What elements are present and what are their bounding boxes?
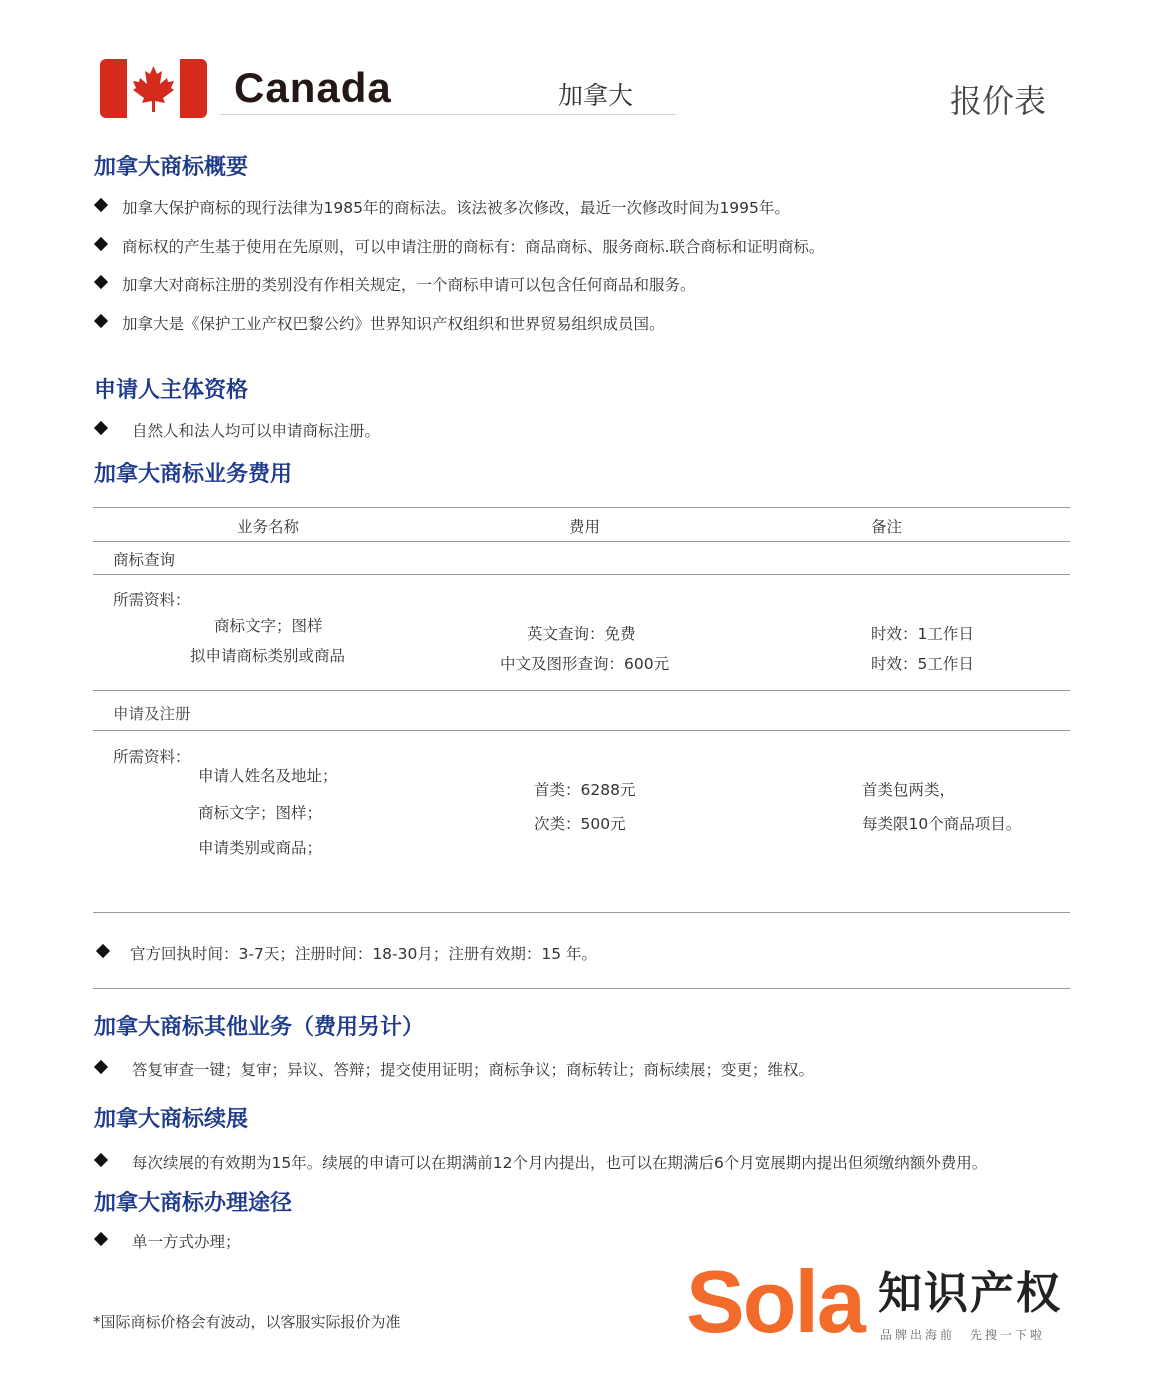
renewal-heading: 加拿大商标续展 [94, 1107, 249, 1132]
table-rule [93, 541, 1070, 542]
fees-heading: 加拿大商标业务费用 [94, 462, 293, 487]
maple-leaf-icon [127, 59, 180, 118]
registration-note: 首类包两类， [862, 781, 956, 799]
search-material: 商标文字；图样 [214, 617, 323, 635]
table-rule [93, 574, 1070, 575]
footnote: *国际商标价格会有波动，以客服实际报价为准 [93, 1313, 401, 1331]
column-header-note: 备注 [871, 518, 903, 536]
other-heading: 加拿大商标其他业务（费用另计） [94, 1015, 425, 1040]
table-rule [93, 730, 1070, 731]
country-name-en: Canada [234, 64, 392, 111]
table-rule [93, 988, 1070, 989]
country-name-cn: 加拿大 [558, 81, 634, 110]
column-header-name: 业务名称 [237, 518, 300, 536]
brand-logo-cn: 知识产权 [878, 1268, 1062, 1319]
diamond-bullet-icon [96, 944, 110, 958]
row-label-search: 商标查询 [113, 551, 176, 569]
brand-logo: Sola [686, 1252, 864, 1351]
materials-label: 所需资料： [113, 748, 191, 766]
search-fee: 英文查询：免费 [527, 625, 636, 643]
search-note: 时效：1工作日 [871, 625, 974, 643]
diamond-bullet-icon [94, 421, 108, 435]
search-material: 拟申请商标类别或商品 [190, 647, 346, 665]
diamond-bullet-icon [94, 237, 108, 251]
column-header-fee: 费用 [569, 518, 601, 536]
search-note: 时效：5工作日 [871, 655, 974, 673]
table-rule [93, 912, 1070, 913]
header-divider [220, 114, 676, 115]
overview-heading: 加拿大商标概要 [94, 155, 249, 180]
row-label-registration: 申请及注册 [113, 705, 191, 723]
channels-heading: 加拿大商标办理途径 [94, 1191, 293, 1216]
diamond-bullet-icon [94, 1232, 108, 1246]
registration-note: 每类限10个商品项目。 [862, 815, 1022, 833]
registration-material: 申请类别或商品； [198, 839, 323, 857]
diamond-bullet-icon [94, 1153, 108, 1167]
registration-fee: 次类：500元 [534, 815, 626, 833]
diamond-bullet-icon [94, 1060, 108, 1074]
registration-material: 申请人姓名及地址； [198, 767, 338, 785]
table-rule [93, 507, 1070, 508]
search-fee: 中文及图形查询：600元 [500, 655, 670, 673]
materials-label: 所需资料： [113, 591, 191, 609]
registration-fee: 首类：6288元 [534, 781, 636, 799]
brand-slogan: 品牌出海前 先搜一下啦 [880, 1328, 1046, 1342]
diamond-bullet-icon [94, 198, 108, 212]
eligibility-heading: 申请人主体资格 [94, 378, 249, 403]
registration-material: 商标文字；图样； [198, 804, 323, 822]
diamond-bullet-icon [94, 314, 108, 328]
table-rule [93, 690, 1070, 691]
diamond-bullet-icon [94, 275, 108, 289]
canada-flag [100, 59, 207, 118]
page-title: 报价表 [950, 82, 1047, 120]
